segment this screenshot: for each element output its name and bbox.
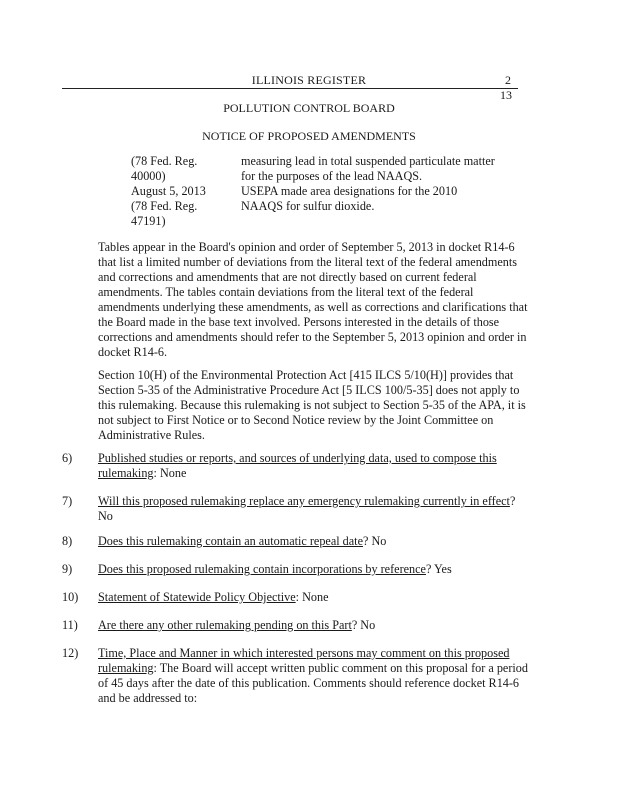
text-line: Administrative Rules. bbox=[98, 428, 205, 442]
item-other-rulemaking bbox=[98, 618, 538, 633]
item-text: : The Board will accept written public comment on this proposal for a period bbox=[153, 661, 528, 675]
text-line: Section 5-35 of the Administrative Procedure Act [5 ILCS 100/5-35] does not apply to bbox=[98, 383, 520, 397]
item-text: and be addressed to: bbox=[98, 691, 198, 705]
text-line: Tables appear in the Board's opinion and order of September 5, 2013 in docket R14-6 bbox=[98, 240, 515, 254]
item-published-studies bbox=[98, 451, 538, 481]
page-number: 2 bbox=[505, 73, 511, 87]
text-line: Section 10(H) of the Environmental Protection Act [415 ILCS 5/10(H)] provides that bbox=[98, 368, 514, 382]
item-answer: ? No bbox=[362, 534, 387, 548]
text-line: corrections and amendments should refer to the September 5, 2013 opinion and order in bbox=[98, 330, 527, 344]
item-answer: No bbox=[98, 509, 113, 523]
table-cell: (78 Fed. Reg. bbox=[131, 154, 198, 168]
item-repeal-date bbox=[98, 534, 538, 549]
item-heading: Are there any other rulemaking pending on this Part bbox=[98, 618, 352, 632]
item-number: 9) bbox=[62, 562, 73, 576]
text-line: that list a limited number of deviations from the literal text of the federal amendments bbox=[98, 255, 517, 269]
item-answer: ? Yes bbox=[425, 562, 452, 576]
register-title: ILLINOIS REGISTER bbox=[251, 73, 367, 87]
table-cell: for the purposes of the lead NAAQS. bbox=[241, 169, 423, 183]
item-number: 12) bbox=[62, 646, 79, 660]
item-heading: Time, Place and Manner in which interested persons may comment on this proposed bbox=[98, 646, 510, 660]
table-right-column bbox=[241, 154, 531, 214]
item-answer: ? No bbox=[351, 618, 376, 632]
item-punct: ? bbox=[509, 494, 516, 508]
table-cell: August 5, 2013 bbox=[131, 184, 206, 198]
item-number: 8) bbox=[62, 534, 73, 548]
table-cell: 40000) bbox=[131, 169, 166, 183]
text-line: not subject to First Notice or to Second Notice review by the Joint Committee on bbox=[98, 413, 494, 427]
table-cell: 47191) bbox=[131, 214, 166, 228]
item-heading: Does this rulemaking contain an automatic repeal date bbox=[98, 534, 363, 548]
table-cell: USEPA made area designations for the 2010 bbox=[241, 184, 458, 198]
header-rule bbox=[62, 88, 518, 89]
text-line: this rulemaking. Because this rulemaking is not subject to Section 5-35 of the APA, it is bbox=[98, 398, 526, 412]
text-line: amendments underlying these amendments, as well as corrections and clarifications that bbox=[98, 300, 528, 314]
table-cell: NAAQS for sulfur dioxide. bbox=[241, 199, 375, 213]
text-line: docket R14-6. bbox=[98, 345, 168, 359]
text-line: amendments. The tables contain deviations from the literal text of the federal bbox=[98, 285, 474, 299]
item-heading: rulemaking bbox=[98, 466, 154, 480]
item-number: 10) bbox=[62, 590, 79, 604]
item-heading: rulemaking bbox=[98, 661, 154, 675]
item-answer: : None bbox=[153, 466, 187, 480]
item-heading: Statement of Statewide Policy Objective bbox=[98, 590, 296, 604]
issue-number: 13 bbox=[500, 88, 512, 102]
table-left-column bbox=[131, 154, 231, 229]
item-text: of 45 days after the date of this publication. Comments should reference docket R14-6 bbox=[98, 676, 520, 690]
item-policy-objective bbox=[98, 590, 538, 605]
table-cell: measuring lead in total suspended particulate matter bbox=[241, 154, 495, 168]
item-number: 6) bbox=[62, 451, 73, 465]
item-emergency-rulemaking bbox=[98, 494, 538, 524]
item-number: 11) bbox=[62, 618, 78, 632]
item-heading: Will this proposed rulemaking replace any emergency rulemaking currently in effect bbox=[98, 494, 510, 508]
item-heading: Does this proposed rulemaking contain incorporations by reference bbox=[98, 562, 426, 576]
item-incorporations bbox=[98, 562, 538, 577]
paragraph-section-10h bbox=[98, 368, 528, 443]
board-name: POLLUTION CONTROL BOARD bbox=[223, 101, 395, 115]
notice-title: NOTICE OF PROPOSED AMENDMENTS bbox=[202, 129, 416, 143]
item-number: 7) bbox=[62, 494, 73, 508]
text-line: the Board made in the base text involved. Persons interested in the details of those bbox=[98, 315, 500, 329]
text-line: and corrections and amendments that are not directly based on current federal bbox=[98, 270, 477, 284]
item-answer: : None bbox=[295, 590, 329, 604]
paragraph-tables bbox=[98, 240, 528, 360]
table-cell: (78 Fed. Reg. bbox=[131, 199, 198, 213]
item-heading: Published studies or reports, and sources of underlying data, used to compose this bbox=[98, 451, 497, 465]
item-comment-manner bbox=[98, 646, 538, 706]
